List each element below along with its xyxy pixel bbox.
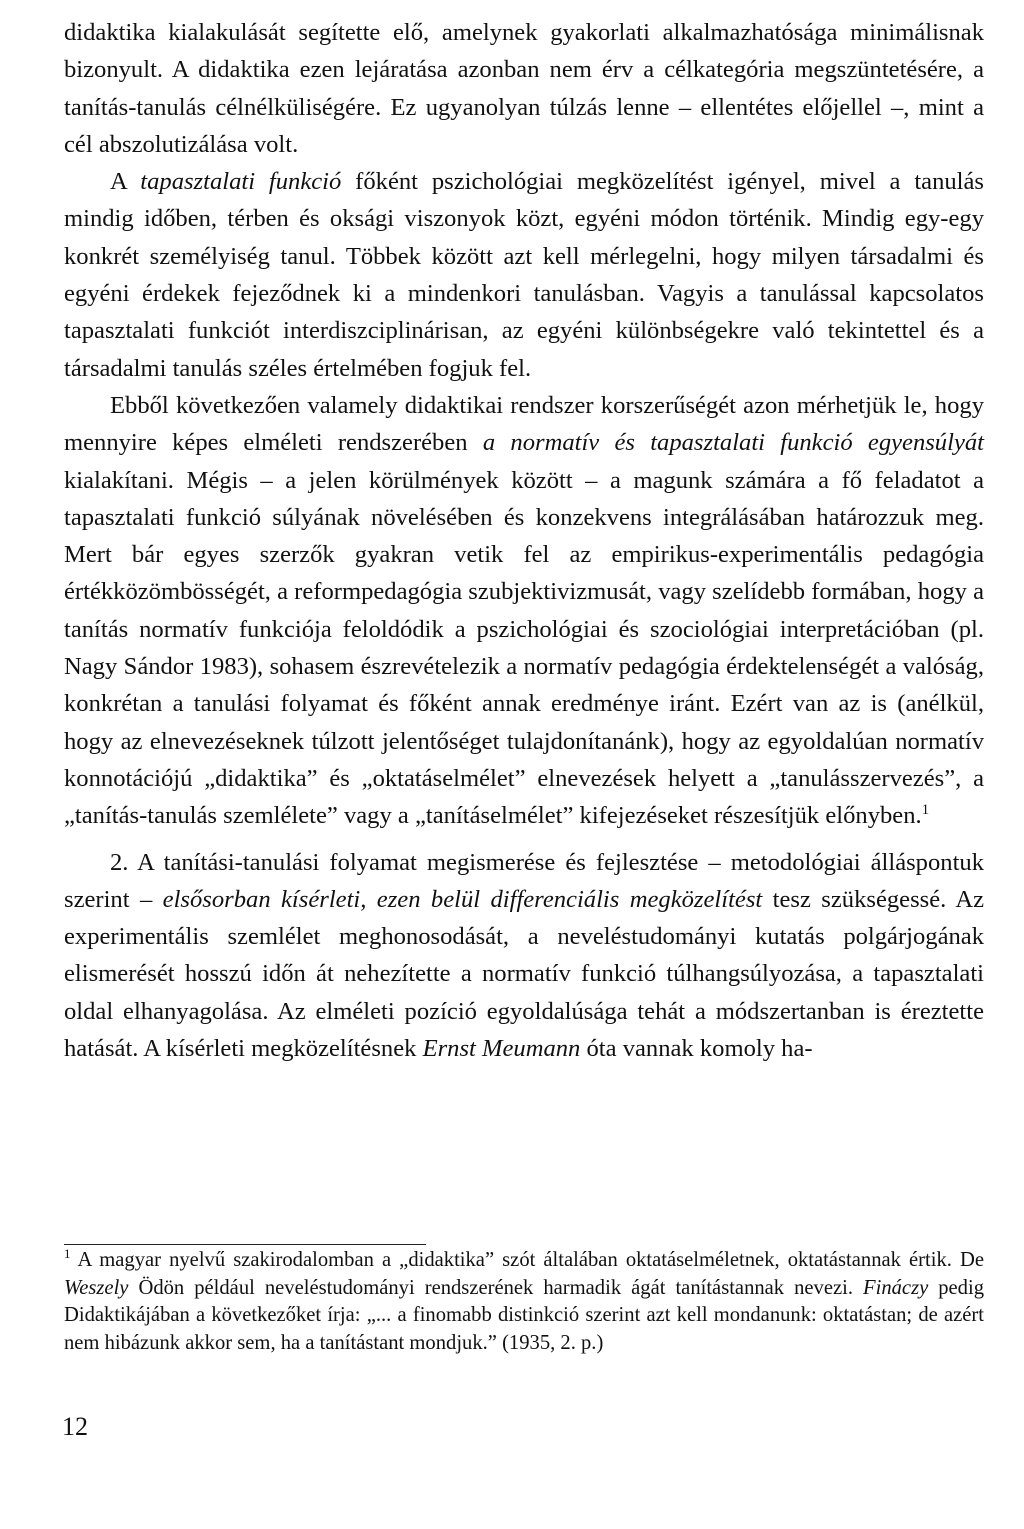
footnote-divider [64,1244,426,1245]
italic-phrase: tapasztalati funkció [140,168,342,196]
italic-phrase: a normatív és tapasztalati funkció egyensúlyát [482,429,984,457]
italic-phrase: Weszely [64,1276,129,1299]
footnote-text [64,1249,984,1354]
text-run: didaktika kialakulását segítette elő, amelynek gyakorlati alkalmazhatósága minimálisnak bizonyult. A didaktika ezen lejáratása azonban nem érv a célkategória megszüntetésére, a tanítás-tanulás célnélküliségére. Ez ugyanolyan túlzás lenne – ellentétes előjellel –, mint a cél abszolutizálása volt. [64,19,984,158]
text-run: tesz szükségessé. Az experimentális szemlélet meghonosodását, a neveléstudományi kutatás polgárjogának elismerését hosszú időn át nehezítette a normatív funkció túlhangsúlyozása, a tapasztalati oldal elhanyagolása. Az elméleti pozíció egyoldalúsága tehát a módszertanban is éreztette hatását. A kísérleti megközelítésnek [64,885,985,1063]
paragraph-3 [64,387,984,835]
main-text [64,14,984,1067]
text-run: pedig Didaktikájában a következőket írja: „... a finomabb distinkció szerint azt kell mondanunk: oktatástan; de azért nem hibázunk akkor sem, ha a tanítástant mondjuk.” (1935, 2. p.) [64,1276,985,1355]
italic-phrase: elsősorban kísérleti, ezen belül differenciális megközelítést [162,885,763,913]
text-run: A [110,168,141,196]
text-run: kialakítani. Mégis – a jelen körülmények között – a magunk számára a fő feladatot a tapasztalati funkció súlyának növelésében és konzekvens integrálásában határozzuk meg. Mert bár egyes szerzők gyakran vetik fel az empirikus-experimentális pedagógia értékközömbösségét, a reformpedagógia szubjektivizmusát, vagy szelídebb formában, hogy a tanítás normatív funkciója feloldódik a pszichológiai és szociológiai interpretációban (pl. Nagy Sándor 1983), sohasem észrevételezik a normatív pedagógia érdektelenségét a valóság, konkrétan a tanulási folyamat és főként annak eredménye iránt. Ezért van az is (anélkül, hogy az elnevezéseknek túlzott jelentőséget tulajdonítanánk), hogy az egyoldalúan normatív konnotációjú „didaktika” és „oktatáselmélet” elnevezések helyett a „tanulásszervezés”, a „tanítás-tanulás szemlélete” vagy a „tanításelmélet” kifejezéseket részesítjük előnyben. [64,466,984,830]
italic-phrase: Ernst Meumann [422,1035,581,1063]
footnote-reference: 1 [921,802,930,819]
page-number: 12 [62,1412,88,1441]
paragraph-1 [64,14,984,163]
italic-phrase: Fináczy [863,1276,929,1299]
footnote-marker: 1 [64,1246,71,1262]
text-run: főként pszichológiai megközelítést igényel, mivel a tanulás mindig időben, térben és oksági viszonyok közt, egyéni módon történik. Mindig egy-egy konkrét személyiség tanul. Többek között azt kell mérlegelni, hogy milyen társadalmi és egyéni érdekek fejeződnek ki a mindenkori tanulásban. Vagyis a tanulással kapcsolatos tapasztalati funkciót interdiszciplinárisan, az egyéni különbségekre való tekintettel és a társadalmi tanulás széles értelmében fogjuk fel. [64,168,984,382]
text-run: Ebből következően valamely didaktikai rendszer korszerűségét azon mérhetjük le, hogy mennyire képes elméleti rendszerében [64,391,984,457]
text-run: A magyar nyelvű szakirodalomban a „didaktika” szót általában oktatáselméletnek, oktatástannak értik. De [70,1249,984,1271]
footnote [64,1247,984,1358]
text-run: óta vannak komoly ha- [580,1035,813,1063]
page-body [64,14,984,1067]
paragraph-2 [64,163,984,387]
text-run: 2. A tanítási-tanulási folyamat megismerése és fejlesztése – metodológiai álláspontuk szerint – [64,848,984,913]
text-run: Ödön például neveléstudományi rendszerének harmadik ágát tanítástannak nevezi. [128,1276,864,1299]
paragraph-4 [64,844,984,1068]
